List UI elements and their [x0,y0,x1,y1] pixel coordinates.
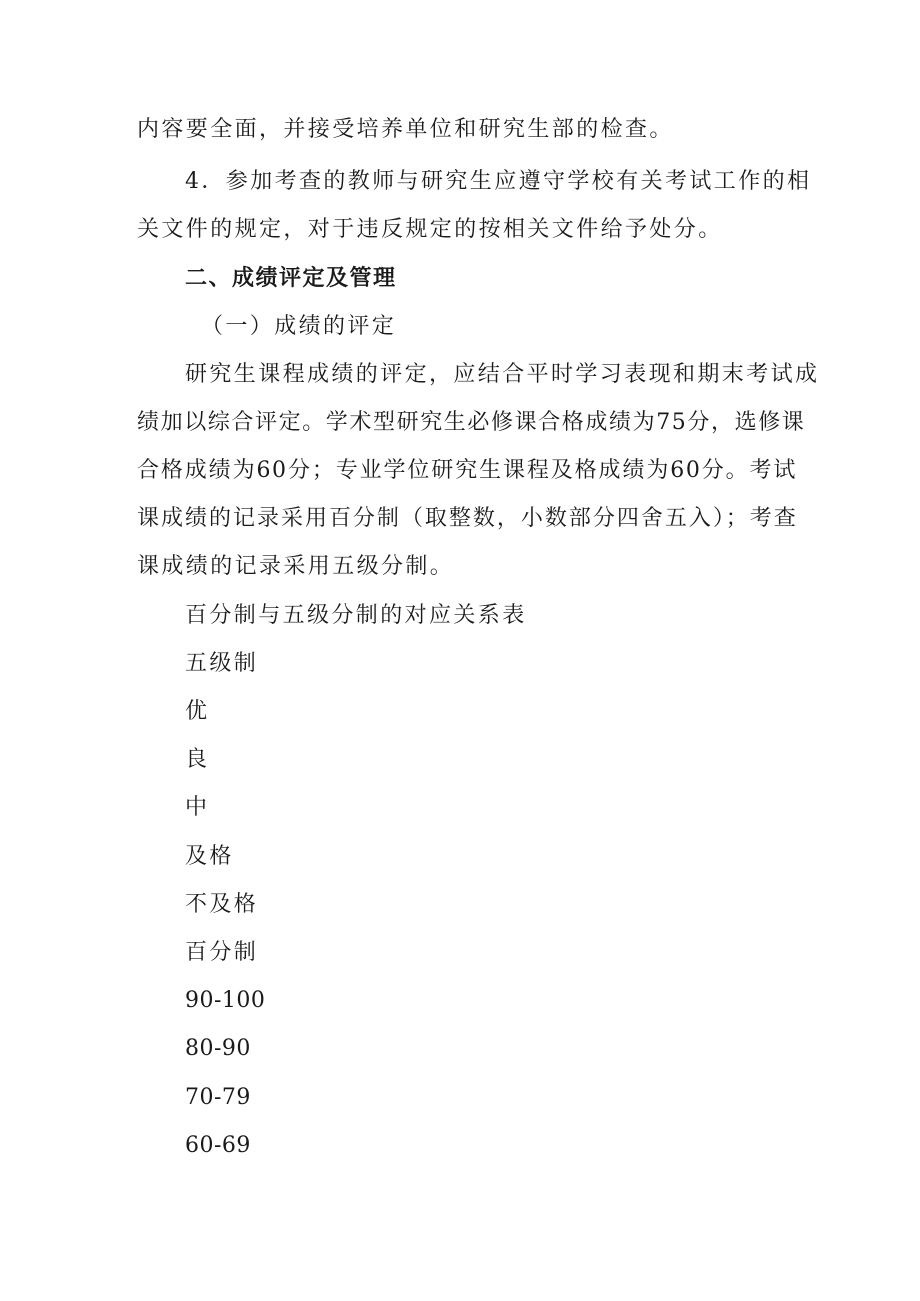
table-cell-range: 80-90 [185,1036,251,1061]
paragraph-line [185,360,820,390]
table-header-percent: 百分制 [185,940,259,965]
paragraph-line [137,504,797,534]
table-cell-grade: 及格 [185,844,234,869]
table-cell-grade: 中 [185,795,210,820]
paragraph-line: 内容要全面，并接受培养单位和研究生部的检查。 [137,117,674,142]
table-cell-grade: 优 [185,699,210,724]
paragraph-line: 课成绩的记录采用五级分制。 [137,554,455,579]
paragraph-line [185,167,812,197]
table-cell-grade: 不及格 [185,892,259,917]
paragraph-line [137,408,806,438]
paragraph-line: 关文件的规定，对于违反规定的按相关文件给予处分。 [137,217,723,242]
table-caption: 百分制与五级分制的对应关系表 [185,603,527,628]
table-cell-range: 90-100 [185,988,266,1013]
table-cell-range: 70-79 [185,1085,251,1110]
grading-line2: 绩加以综合评定。学术型研究生必修课合格成绩为75分，选修课 [137,410,806,435]
paragraph-line [137,456,797,486]
grading-line3: 合格成绩为60分；专业学位研究生课程及格成绩为60分。考试 [137,458,797,483]
subsection-heading: （一）成绩的评定 [201,314,397,339]
section-heading: 二、成绩评定及管理 [185,266,397,291]
table-header-five-level: 五级制 [185,651,259,676]
rule-4-line1: 4．参加考查的教师与研究生应遵守学校有关考试工作的相 [185,169,812,194]
table-cell-range: 60-69 [185,1133,251,1158]
grading-line4: 课成绩的记录采用百分制（取整数，小数部分四舍五入）；考查 [137,506,797,531]
grading-line1: 研究生课程成绩的评定，应结合平时学习表现和期末考试成 [185,362,820,387]
table-cell-grade: 良 [185,747,210,772]
